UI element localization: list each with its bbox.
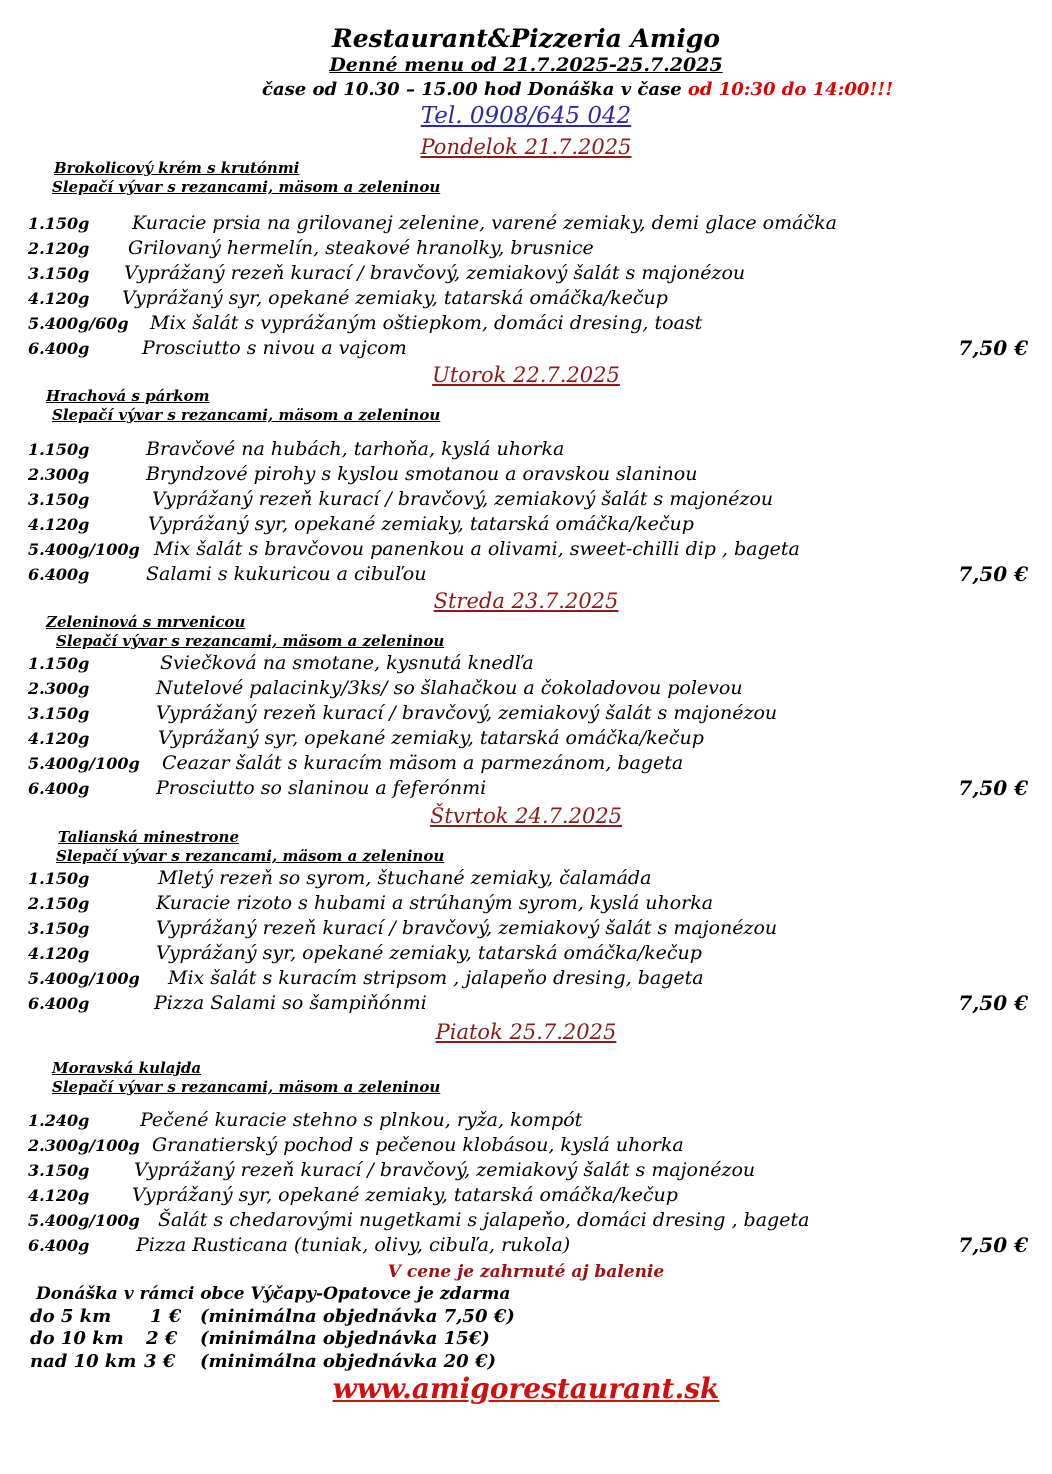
item-number: 4.120g [28,1186,90,1205]
item-number: 2.300g/100g [28,1136,140,1155]
item-description: Sviečková na smotane, kysnutá knedľa [160,652,534,674]
item-description: Mix šalát s bravčovou panenkou a olivami, sweet-chilli dip , bageta [154,538,800,560]
soup-1: Brokolicový krém s krutónmi [54,159,300,177]
item-number: 4.120g [28,944,90,963]
menu-item [0,437,1052,462]
menu-item [0,537,1052,562]
item-description: Pizza Rusticana (tuniak, olivy, cibuľa, rukola) [136,1234,571,1256]
day-section-thursday [0,804,1052,1016]
menu-item [0,562,1052,587]
item-number: 6.400g [28,565,90,584]
menu-item [0,512,1052,537]
day-price: 7,50 € [958,776,1028,800]
item-description: Ceazar šalát s kuracím mäsom a parmezánom, bageta [162,752,684,774]
item-number: 4.120g [28,729,90,748]
item-description: Granatierský pochod s pečenou klobásou, kyslá uhorka [152,1134,684,1156]
item-number: 1.150g [28,869,90,888]
item-number: 5.400g/100g [28,754,140,773]
menu-item [0,941,1052,966]
menu-item [0,991,1052,1016]
tier-distance: do 5 km [30,1306,112,1327]
menu-item [0,916,1052,941]
opening-hours [262,79,893,100]
tier-fee: 3 € [144,1351,176,1372]
item-description: Vyprážaný rezeň kurací / bravčový, zemiakový šalát s majonézou [124,262,746,284]
delivery-hours: od 10:30 do 14:00!!! [687,79,894,100]
day-price: 7,50 € [958,336,1028,360]
menu-item [0,701,1052,726]
item-number: 3.150g [28,919,90,938]
day-title: Piatok 25.7.2025 [435,1020,617,1044]
soup-1: Hrachová s párkom [46,387,210,405]
day-title: Streda 23.7.2025 [433,589,619,613]
item-number: 1.150g [28,214,90,233]
day-price: 7,50 € [958,1233,1028,1257]
item-number: 2.300g [28,465,90,484]
soup-2: Slepačí vývar s rezancami, mäsom a zeleninou [56,847,445,865]
menu-item [0,651,1052,676]
item-description: Kuracie prsia na grilovanej zelenine, varené zemiaky, demi glace omáčka [132,212,837,234]
soup-1: Moravská kulajda [52,1059,202,1077]
item-number: 1.240g [28,1111,90,1130]
item-number: 1.150g [28,654,90,673]
item-number: 2.300g [28,679,90,698]
item-description: Mix šalát s kuracím stripsom , jalapeňo dresing, bageta [168,967,704,989]
item-description: Bravčové na hubách, tarhoňa, kyslá uhorka [146,438,565,460]
item-description: Vyprážaný syr, opekané zemiaky, tatarská omáčka/kečup [156,942,702,964]
item-number: 4.120g [28,289,90,308]
item-number: 6.400g [28,779,90,798]
menu-item [0,1233,1052,1258]
soup-1: Zeleninová s mrvenicou [46,613,246,631]
menu-item [0,261,1052,286]
free-delivery-note: Donáška v rámci obce Výčapy-Opatovce je zdarma [36,1284,511,1304]
item-number: 5.400g/60g [28,314,129,333]
item-description: Vyprážaný rezeň kurací / bravčový, zemiakový šalát s majonézou [156,917,778,939]
day-price: 7,50 € [958,991,1028,1015]
item-number: 3.150g [28,490,90,509]
menu-item [0,286,1052,311]
item-description: Vyprážaný syr, opekané zemiaky, tatarská omáčka/kečup [148,513,694,535]
phone-link[interactable]: Tel. 0908/645 042 [420,103,632,129]
tier-distance: do 10 km [30,1328,124,1349]
menu-item [0,676,1052,701]
restaurant-title: Restaurant&Pizzeria Amigo [331,24,720,53]
item-description: Vyprážaný syr, opekané zemiaky, tatarská omáčka/kečup [132,1184,678,1206]
item-description: Kuracie rizoto s hubami a strúhaným syrom, kyslá uhorka [156,892,714,914]
day-section-tuesday [0,363,1052,587]
menu-item [0,1158,1052,1183]
item-description: Pečené kuracie stehno s plnkou, ryža, kompót [140,1109,583,1131]
item-description: Salami s kukuricou a cibuľou [146,563,427,585]
soup-1: Talianská minestrone [58,828,239,846]
menu-item [0,311,1052,336]
tier-minimum: (minimálna objednávka 15€) [200,1328,490,1349]
menu-items [0,211,1052,361]
item-number: 3.150g [28,264,90,283]
menu-item [0,751,1052,776]
menu-item [0,776,1052,801]
item-description: Mix šalát s vyprážaným oštiepkom, domáci dresing, toast [150,312,703,334]
menu-items [0,437,1052,587]
menu-item [0,891,1052,916]
menu-item [0,1208,1052,1233]
item-description: Nutelové palacinky/3ks/ so šlahačkou a čokoladovou polevou [156,677,743,699]
menu-item [0,726,1052,751]
day-section-monday [0,135,1052,361]
item-description: Prosciutto s nivou a vajcom [142,337,407,359]
menu-item [0,1183,1052,1208]
item-number: 5.400g/100g [28,969,140,988]
menu-item [0,866,1052,891]
menu-items [0,866,1052,1016]
item-description: Prosciutto so slaninou a feferónmi [156,777,487,799]
menu-item [0,336,1052,361]
soup-2: Slepačí vývar s rezancami, mäsom a zeleninou [56,632,445,650]
item-number: 2.150g [28,894,90,913]
item-description: Grilovaný hermelín, steakové hranolky, brusnice [128,237,594,259]
tier-fee: 2 € [146,1328,178,1349]
menu-item [0,1108,1052,1133]
menu-item [0,236,1052,261]
item-number: 3.150g [28,1161,90,1180]
item-description: Vyprážaný rezeň kurací / bravčový, zemiakový šalát s majonézou [134,1159,756,1181]
tier-distance: nad 10 km [30,1351,137,1372]
packaging-note: V cene je zahrnuté aj balenie [387,1262,665,1282]
menu-date-range: Denné menu od 21.7.2025-25.7.2025 [329,54,723,76]
menu-item [0,1133,1052,1158]
item-description: Vyprážaný syr, opekané zemiaky, tatarská omáčka/kečup [122,287,668,309]
website-link[interactable]: www.amigorestaurant.sk [332,1372,720,1405]
menu-item [0,487,1052,512]
menu-item [0,462,1052,487]
tier-minimum: (minimálna objednávka 7,50 €) [200,1306,515,1327]
item-number: 2.120g [28,239,90,258]
item-description: Vyprážaný rezeň kurací / bravčový, zemiakový šalát s majonézou [152,488,774,510]
item-number: 5.400g/100g [28,540,140,559]
item-description: Pizza Salami so šampiňónmi [154,992,427,1014]
hours-text: čase od 10.30 – 15.00 hod Donáška v čase [262,79,688,100]
tier-fee: 1 € [150,1306,182,1327]
item-description: Vyprážaný rezeň kurací / bravčový, zemiakový šalát s majonézou [156,702,778,724]
item-number: 5.400g/100g [28,1211,140,1230]
day-section-wednesday [0,589,1052,801]
item-number: 4.120g [28,515,90,534]
day-title: Utorok 22.7.2025 [432,363,620,387]
menu-item [0,211,1052,236]
tier-minimum: (minimálna objednávka 20 €) [200,1351,496,1372]
day-price: 7,50 € [958,562,1028,586]
item-number: 6.400g [28,339,90,358]
soup-2: Slepačí vývar s rezancami, mäsom a zeleninou [52,1078,441,1096]
menu-items [0,651,1052,801]
soup-2: Slepačí vývar s rezancami, mäsom a zeleninou [52,178,441,196]
item-number: 1.150g [28,440,90,459]
day-title: Pondelok 21.7.2025 [420,135,632,159]
menu-items [0,1108,1052,1258]
item-description: Vyprážaný syr, opekané zemiaky, tatarská omáčka/kečup [158,727,704,749]
soup-2: Slepačí vývar s rezancami, mäsom a zeleninou [52,406,441,424]
item-description: Šalát s chedarovými nugetkami s jalapeňo, domáci dresing , bageta [158,1209,810,1231]
menu-item [0,966,1052,991]
item-number: 3.150g [28,704,90,723]
day-title: Štvrtok 24.7.2025 [429,804,623,828]
item-number: 6.400g [28,1236,90,1255]
item-number: 6.400g [28,994,90,1013]
item-description: Bryndzové pirohy s kyslou smotanou a oravskou slaninou [146,463,698,485]
day-section-friday [0,1020,1052,1258]
item-description: Mletý rezeň so syrom, štuchané zemiaky, čalamáda [158,867,652,889]
